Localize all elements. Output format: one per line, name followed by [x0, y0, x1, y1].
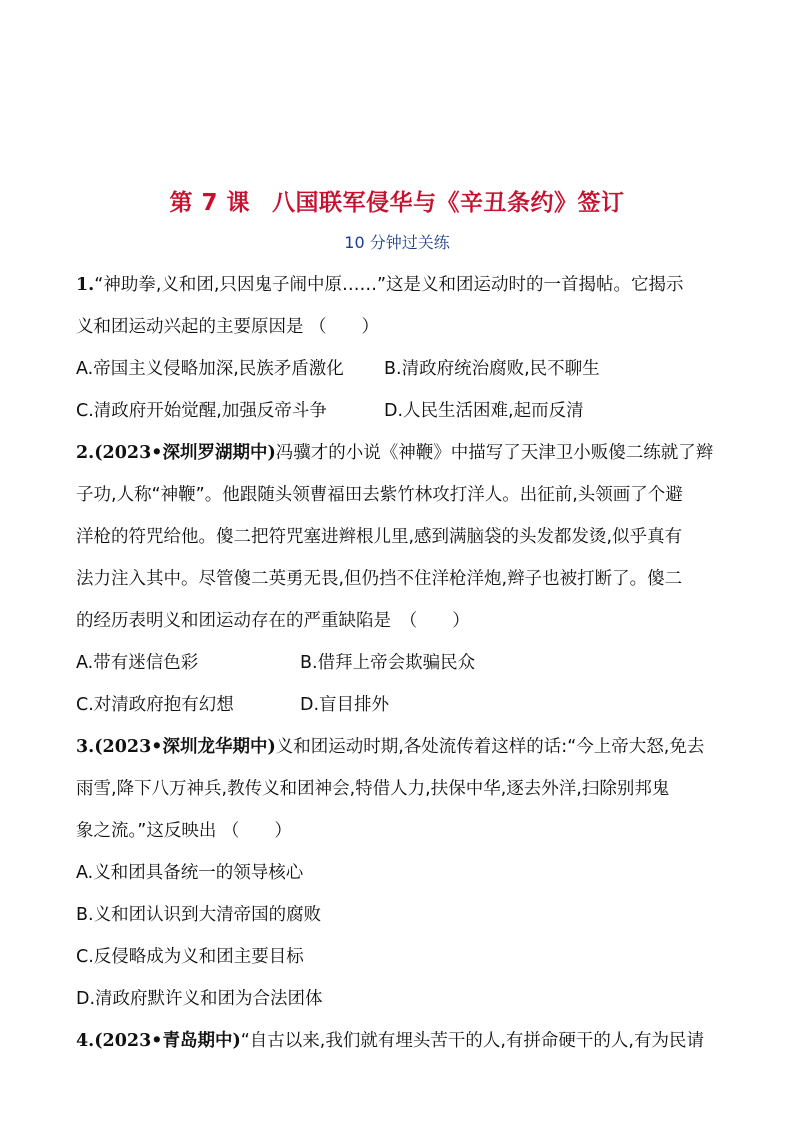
lesson-number: 第 7 课 [169, 190, 251, 216]
option-c[interactable]: C.反侵略成为义和团主要目标 [76, 947, 304, 967]
question-number: 2. [76, 443, 95, 463]
question-stem: 的经历表明义和团运动存在的严重缺陷是 （ ） [76, 611, 470, 631]
question-stem: 子功,人称“神鞭”。他跟随头领曹福田去紫竹林攻打洋人。出征前,头领画了个避 [76, 485, 683, 505]
option-d[interactable]: D.清政府默许义和团为合法团体 [76, 989, 323, 1009]
question-list [76, 264, 722, 1062]
question-stem: 洋枪的符咒给他。傻二把符咒塞进辫根儿里,感到满脑袋的头发都发烫,似乎真有 [76, 527, 683, 547]
question-stem: 雨雪,降下八万神兵,教传义和团神会,特借人力,扶保中华,逐去外洋,扫除别邦鬼 [76, 779, 670, 799]
question-2 [76, 432, 722, 726]
question-source: (2023•深圳龙华期中) [94, 737, 276, 757]
question-source: (2023•深圳罗湖期中) [94, 443, 276, 463]
question-3 [76, 726, 722, 1020]
option-c[interactable]: C.对清政府抱有幻想 [76, 695, 234, 715]
option-row [76, 642, 722, 684]
option-c[interactable]: C.清政府开始觉醒,加强反帝斗争 [76, 401, 327, 421]
question-stem: 义和团运动兴起的主要原因是 （ ） [76, 317, 380, 337]
question-stem: 1.“神助拳,义和团,只因鬼子闹中原……”这是义和团运动时的一首揭帖。它揭示 [76, 275, 684, 295]
question-source: (2023•青岛期中) [94, 1031, 241, 1051]
lesson-title-text: 八国联军侵华与《辛丑条约》签订 [272, 190, 625, 216]
question-number: 3. [76, 737, 95, 757]
option-a[interactable]: A.帝国主义侵略加深,民族矛盾激化 [76, 359, 344, 379]
option-row [76, 390, 722, 432]
option-a[interactable]: A.义和团具备统一的领导核心 [76, 863, 304, 883]
option-a[interactable]: A.带有迷信色彩 [76, 653, 199, 673]
question-4 [76, 1020, 722, 1062]
question-stem: 4.(2023•青岛期中)“自古以来,我们就有埋头苦干的人,有拼命硬干的人,有为民请 [76, 1031, 704, 1051]
question-stem: 法力注入其中。尽管傻二英勇无畏,但仍挡不住洋枪洋炮,辫子也被打断了。傻二 [76, 569, 683, 589]
option-d[interactable]: D.人民生活困难,起而反清 [384, 401, 584, 421]
question-1 [76, 264, 722, 432]
option-row [76, 684, 722, 726]
option-b[interactable]: B.义和团认识到大清帝国的腐败 [76, 905, 322, 925]
option-b[interactable]: B.借拜上帝会欺骗民众 [300, 653, 476, 673]
option-row [76, 348, 722, 390]
option-b[interactable]: B.清政府统治腐败,民不聊生 [384, 359, 600, 379]
question-stem: 象之流。”这反映出 （ ） [76, 821, 292, 841]
lesson-title [0, 184, 794, 217]
question-number: 1. [76, 275, 95, 295]
question-stem: 2.(2023•深圳罗湖期中)冯骥才的小说《神鞭》中描写了天津卫小贩傻二练就了辫 [76, 443, 714, 463]
lesson-subtitle: 10 分钟过关练 [344, 233, 450, 252]
question-stem: 3.(2023•深圳龙华期中)义和团运动时期,各处流传着这样的话:“今上帝大怒,免去 [76, 737, 705, 757]
question-number: 4. [76, 1031, 95, 1051]
option-d[interactable]: D.盲目排外 [300, 695, 390, 715]
